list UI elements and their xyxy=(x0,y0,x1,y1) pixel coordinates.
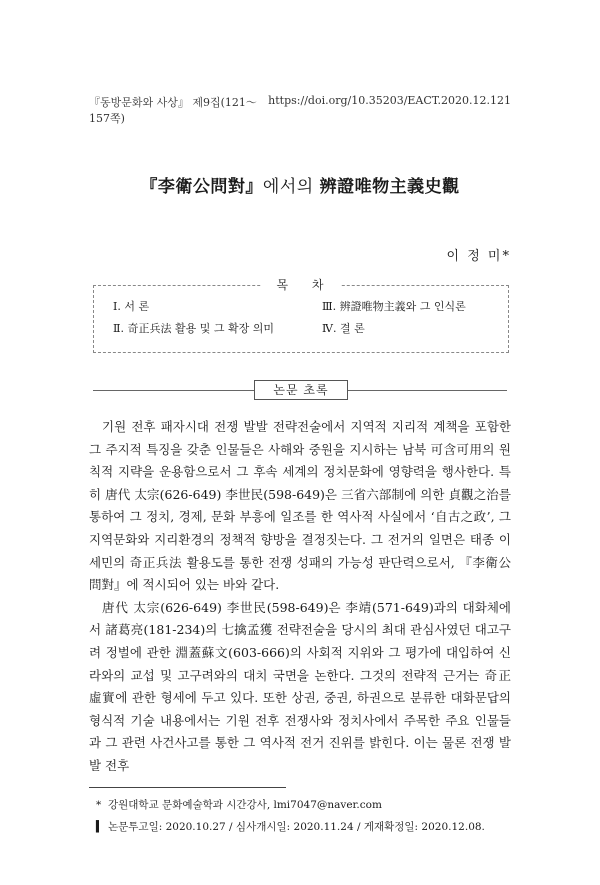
doi-link[interactable]: https://doi.org/10.35203/EACT.2020.12.121 xyxy=(268,94,511,107)
author-name: 이 정 미* xyxy=(446,249,511,264)
footnote-text: 논문투고일: 2020.10.27 / 심사개시일: 2020.11.24 / 게재확정일: 2020.12.08. xyxy=(108,821,485,833)
footnote-mark: ▍ xyxy=(96,821,105,833)
toc-item: Ⅲ. 辨證唯物主義와 그 인식론 xyxy=(322,300,466,313)
abstract-paragraph: 唐代 太宗(626-649) 李世民(598-649)은 李靖(571-649)과의 대화체에서 諸葛亮(181-234)의 七擒孟獲 전략전술을 당시의 최대 관심사였던 대고구려 정벌에 관한 淵蓋蘇文(603-666)의 사회적 지위와 그 평가에 대입하여 신라와의 교섭 및 고구려와의 대치 국면을 논한다. 그것의 전략적 근거는 奇正 虛實에 관한 형세에 두고 있다. 또한 상권, 중권, 하권으로 분류한 대화문답의 형식적 기술 내용에서는 기원 전후 전쟁사와 정치사에서 주목한 주요 인물들과 그 관련 사건사고를 통한 그 역사적 전거 진위를 밝힌다. 이는 물론 전쟁 발발 전후 xyxy=(89,599,511,773)
footnote-mark: * xyxy=(96,799,102,811)
abstract-label: 논문 초록 xyxy=(254,380,348,400)
toc-title-text: 목 차 xyxy=(261,278,340,292)
abstract-body xyxy=(89,416,511,778)
toc-item: Ⅱ. 奇正兵法 활용 및 그 확장 의미 xyxy=(113,322,274,335)
toc-item: Ⅰ. 서 론 xyxy=(113,300,150,313)
title-subject: 辨證唯物主義史觀 xyxy=(319,177,460,197)
toc-item: Ⅳ. 결 론 xyxy=(322,322,365,335)
toc-list xyxy=(113,298,503,336)
paper-title xyxy=(0,172,600,197)
abstract-paragraph: 기원 전후 패자시대 전쟁 발발 전략전술에서 지역적 지리적 계책을 포함한 그 주지적 특징을 갖춘 인물들은 사해와 중원을 지시하는 남북 可含可用의 원칙적 지략을 운용함으로서 그 후속 세계의 정치문화에 영향력을 행사한다. 특히 唐代 太宗(626-649) 李世民(598-649)은 三省六部制에 의한 貞觀之治를 통하여 그 정치, 경제, 문화 부흥에 일조를 한 역사적 사실에서 ‘自古之政’, 그 지역문화와 지리환경의 정책적 향방을 결정짓는다. 그 전거의 일면은 태종 이세민의 奇正兵法 활용도를 통한 전쟁 성패의 가능성 판단력으로서, 『李衛公問對』에 적시되어 있는 바와 같다. xyxy=(89,419,511,593)
footnotes xyxy=(96,794,485,838)
footnote-text: 강원대학교 문화예술학과 시간강사, lmi7047@naver.com xyxy=(108,799,382,811)
footnote-affiliation xyxy=(96,794,485,816)
toc-heading xyxy=(0,276,600,293)
title-particle: 에서의 xyxy=(262,177,320,197)
running-header xyxy=(89,94,511,126)
title-book: 『李衛公問對』 xyxy=(140,177,263,197)
journal-info: 『동방문화와 사상』 제9집(121～157쪽) xyxy=(89,96,257,125)
abstract-heading xyxy=(93,380,507,400)
footnote-dates xyxy=(96,816,485,838)
footnote-rule xyxy=(89,787,286,788)
